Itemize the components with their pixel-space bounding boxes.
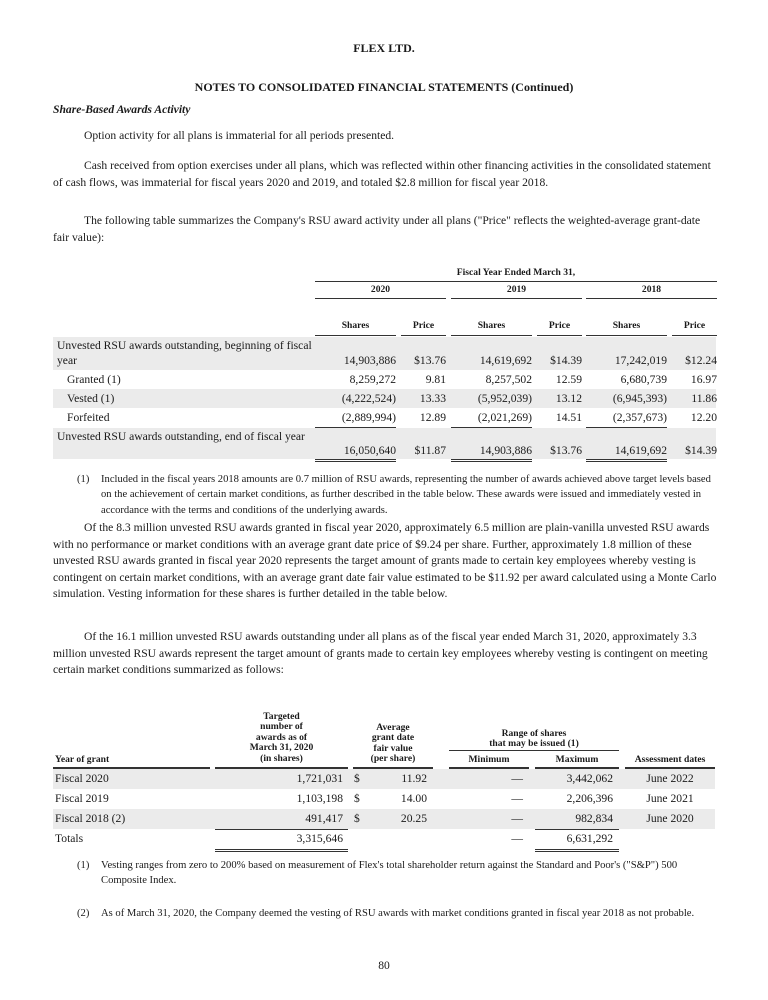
section-heading: Share-Based Awards Activity bbox=[53, 103, 191, 116]
column-header: Assessment dates bbox=[634, 754, 706, 765]
year-header: 2020 bbox=[370, 284, 391, 295]
cell: — bbox=[511, 832, 523, 845]
cell: $14.39 bbox=[685, 444, 717, 457]
cell: $13.76 bbox=[550, 444, 582, 457]
table-row bbox=[53, 428, 716, 459]
row-label: Vested (1) bbox=[67, 392, 115, 405]
column-header: Shares bbox=[341, 320, 370, 331]
column-header: Minimum bbox=[468, 754, 510, 765]
cell: 9.81 bbox=[425, 373, 446, 386]
cell: 17,242,019 bbox=[614, 354, 667, 367]
cell: $14.39 bbox=[550, 354, 582, 367]
column-header: Maximum bbox=[555, 754, 599, 765]
table-row bbox=[53, 809, 715, 829]
table-footnote bbox=[77, 472, 717, 518]
cell: 8,257,502 bbox=[485, 373, 532, 386]
divider bbox=[537, 335, 582, 336]
paragraph: Cash received from option exercises under all plans, which was reflected within other financing activities in the consolidated statement of cash flows, was immaterial for fiscal years 2020 and 2019, and totaled $2.8 million for fiscal year 2018. bbox=[53, 159, 711, 189]
footnote-text: As of March 31, 2020, the Company deemed the vesting of RSU awards with market conditions granted in fiscal year 2018 as not probable. bbox=[101, 908, 695, 919]
divider bbox=[586, 335, 667, 336]
cell: 13.33 bbox=[419, 392, 446, 405]
table-row bbox=[53, 789, 715, 809]
cell: (2,357,673) bbox=[612, 411, 667, 424]
cell: June 2022 bbox=[646, 772, 694, 785]
divider bbox=[315, 335, 396, 336]
cell: $12.24 bbox=[685, 354, 717, 367]
cell: 14,903,886 bbox=[479, 444, 532, 457]
column-header: Range of shares that may be issued (1) bbox=[489, 728, 579, 750]
double-underline bbox=[315, 459, 396, 462]
cell: — bbox=[511, 772, 523, 785]
row-label: Forfeited bbox=[67, 411, 110, 424]
table-title: Fiscal Year Ended March 31, bbox=[456, 267, 576, 278]
cell: 11.92 bbox=[401, 772, 427, 785]
cell: Totals bbox=[55, 832, 84, 845]
column-header: Average grant date fair value (per share) bbox=[370, 722, 416, 765]
cell: (6,945,393) bbox=[612, 392, 667, 405]
double-underline bbox=[535, 849, 619, 852]
cell: 3,442,062 bbox=[566, 772, 613, 785]
table-row bbox=[53, 408, 716, 427]
column-header: Price bbox=[683, 320, 706, 331]
cell: (5,952,039) bbox=[477, 392, 532, 405]
divider bbox=[315, 298, 446, 299]
footnote-text: Included in the fiscal years 2018 amounts are 0.7 million of RSU awards, representing the number of awards achieved above target levels based on the achievement of certain market conditions, as further described in the table below. These awards were issued and immediately vested in accordance with the terms and conditions of the underlying awards. bbox=[101, 474, 711, 516]
cell: 12.59 bbox=[555, 373, 582, 386]
cell: 2,206,396 bbox=[566, 792, 613, 805]
row-label: Granted (1) bbox=[67, 373, 121, 386]
cell: — bbox=[511, 812, 523, 825]
paragraph: The following table summarizes the Company's RSU award activity under all plans ("Price" reflects the weighted-average grant-date fair value): bbox=[53, 214, 701, 244]
cell: 13.12 bbox=[555, 392, 582, 405]
cell: 12.20 bbox=[690, 411, 717, 424]
footnote-mark: (1) bbox=[77, 860, 90, 871]
cell: 14,619,692 bbox=[479, 354, 532, 367]
cell: 8,259,272 bbox=[349, 373, 396, 386]
cell: $13.76 bbox=[414, 354, 446, 367]
cell: 11.86 bbox=[691, 392, 717, 405]
divider bbox=[672, 335, 717, 336]
cell: 16.97 bbox=[690, 373, 717, 386]
cell: (2,021,269) bbox=[477, 411, 532, 424]
cell: $ bbox=[354, 812, 360, 825]
column-header: Price bbox=[548, 320, 571, 331]
table-row bbox=[53, 370, 716, 389]
divider bbox=[401, 335, 446, 336]
divider bbox=[451, 335, 532, 336]
footnote-text: Vesting ranges from zero to 200% based on measurement of Flex's total shareholder return against the Standard and Poor's ("S&P") 500 Composite Index. bbox=[101, 860, 678, 887]
cell: Fiscal 2018 (2) bbox=[55, 812, 126, 825]
cell: 3,315,646 bbox=[296, 832, 343, 845]
cell: Fiscal 2019 bbox=[55, 792, 109, 805]
cell: 14,619,692 bbox=[614, 444, 667, 457]
column-header: Targeted number of awards as of March 31, 2020 (in shares) bbox=[249, 711, 314, 764]
cell: June 2020 bbox=[646, 812, 694, 825]
divider bbox=[586, 298, 717, 299]
column-header: Shares bbox=[477, 320, 506, 331]
page-subtitle: NOTES TO CONSOLIDATED FINANCIAL STATEMENTS (Continued) bbox=[194, 80, 574, 94]
page-number: 80 bbox=[378, 959, 390, 972]
table-row bbox=[53, 389, 716, 408]
cell: 1,103,198 bbox=[296, 792, 343, 805]
totals-row bbox=[53, 829, 715, 849]
column-header: Price bbox=[412, 320, 435, 331]
year-header: 2018 bbox=[641, 284, 662, 295]
cell: 6,631,292 bbox=[566, 832, 613, 845]
row-label: Unvested RSU awards outstanding, end of fiscal year bbox=[57, 430, 305, 443]
cell: Fiscal 2020 bbox=[55, 772, 109, 785]
paragraph: Of the 8.3 million unvested RSU awards granted in fiscal year 2020, approximately 6.5 million are plain-vanilla unvested RSU awards with no performance or market conditions with an average grant date price of $9.24 per share. Further, approximately 1.8 million of these unvested RSU awards granted in fiscal year 2020 represents the target amount of grants made to certain key employees whereby vesting is contingent on certain market conditions, with an average grant date fair value estimated to be $11.92 per award calculated using a Monte Carlo simulation. Vesting information for these shares is further detailed in the table below. bbox=[53, 521, 717, 600]
double-underline bbox=[586, 459, 667, 462]
cell: 12.89 bbox=[419, 411, 446, 424]
footnote bbox=[77, 906, 717, 921]
double-underline bbox=[215, 849, 348, 852]
paragraph: Option activity for all plans is immaterial for all periods presented. bbox=[84, 129, 395, 142]
column-header: Year of grant bbox=[55, 754, 110, 765]
table-row bbox=[53, 337, 716, 370]
cell: $ bbox=[354, 792, 360, 805]
cell: 982,834 bbox=[575, 812, 613, 825]
cell: June 2021 bbox=[646, 792, 694, 805]
year-header: 2019 bbox=[506, 284, 527, 295]
cell: (4,222,524) bbox=[341, 392, 396, 405]
table-row bbox=[53, 769, 715, 789]
cell: 491,417 bbox=[305, 812, 343, 825]
divider bbox=[449, 750, 619, 751]
company-name: FLEX LTD. bbox=[353, 41, 415, 55]
column-header: Shares bbox=[612, 320, 641, 331]
cell: 16,050,640 bbox=[343, 444, 396, 457]
divider bbox=[451, 298, 582, 299]
cell: 14,903,886 bbox=[343, 354, 396, 367]
cell: 14.00 bbox=[400, 792, 427, 805]
cell: 1,721,031 bbox=[296, 772, 343, 785]
footnote bbox=[77, 858, 717, 889]
cell: $11.87 bbox=[414, 444, 446, 457]
double-underline bbox=[451, 459, 532, 462]
cell: 6,680,739 bbox=[620, 373, 667, 386]
paragraph: Of the 16.1 million unvested RSU awards outstanding under all plans as of the fiscal year ended March 31, 2020, approximately 3.3 million unvested RSU awards represent the target amount of grants made to certain key employees whereby vesting is contingent on meeting certain market conditions summarized as follows: bbox=[53, 630, 708, 676]
cell: 14.51 bbox=[555, 411, 582, 424]
cell: $ bbox=[354, 772, 360, 785]
footnote-mark: (1) bbox=[77, 474, 90, 485]
cell: — bbox=[511, 792, 523, 805]
divider bbox=[315, 281, 717, 282]
footnote-mark: (2) bbox=[77, 908, 90, 919]
row-label: Unvested RSU awards outstanding, beginning of fiscal year bbox=[57, 339, 312, 367]
cell: (2,889,994) bbox=[341, 411, 396, 424]
cell: 20.25 bbox=[400, 812, 427, 825]
